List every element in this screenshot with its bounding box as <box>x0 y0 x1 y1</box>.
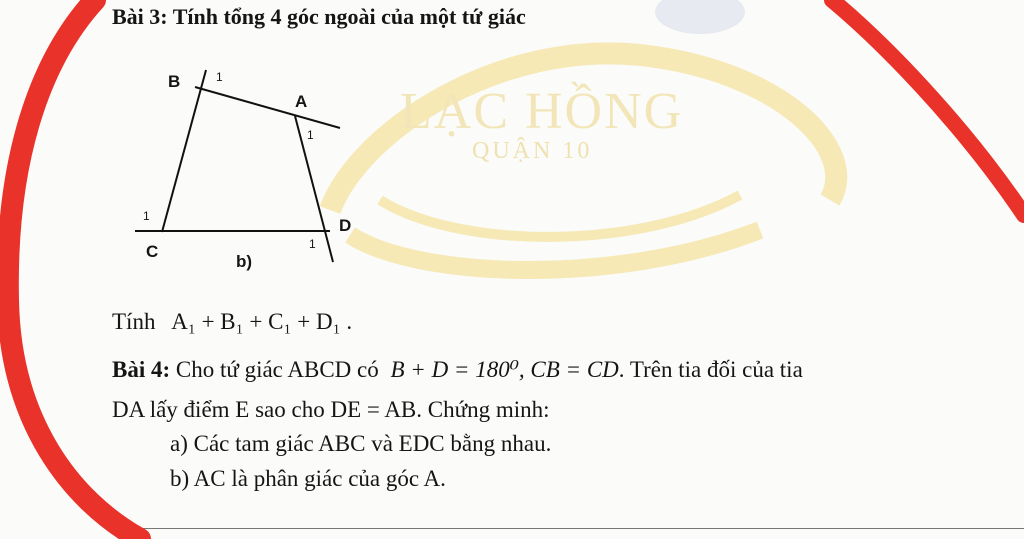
exercise-4-after: . Trên tia đối của tia <box>618 357 803 382</box>
angle-label-b1: 1 <box>216 70 223 84</box>
exercise-4-intro: Cho tứ giác ABCD có <box>175 357 379 382</box>
line-ba-extended <box>195 87 340 128</box>
angle-sum-expression: A₁ + B₁ + C₁ + D₁ . <box>171 309 353 334</box>
exercise-4-part-a: a) Các tam giác ABC và EDC bằng nhau. <box>170 431 552 456</box>
vertex-label-d: D <box>339 216 352 235</box>
page-divider <box>110 528 1024 529</box>
vertex-label-c: C <box>146 242 159 261</box>
exercise-4-label: Bài 4: <box>112 357 171 382</box>
figure-caption: b) <box>236 252 253 271</box>
exercise-3-task <box>112 309 352 335</box>
watermark-subtitle: QUẬN 10 <box>472 138 593 164</box>
angle-label-d1: 1 <box>309 237 316 251</box>
exercise-4-line-2: DA lấy điểm E sao cho DE = AB. Chứng minh: <box>112 397 550 422</box>
angle-label-c1: 1 <box>143 209 150 223</box>
vertex-label-b: B <box>168 72 181 91</box>
angle-label-a1: 1 <box>307 128 314 142</box>
watermark-name: LẠC HỒNG <box>400 83 684 140</box>
exercise-4-part-b: b) AC là phân giác của góc A. <box>170 466 446 491</box>
exercise-3-title: Bài 3: Tính tổng 4 góc ngoài của một tứ giác <box>112 4 526 29</box>
exercise-4-line-1 <box>112 357 803 383</box>
task-prefix: Tính <box>112 309 156 334</box>
vertex-label-a: A <box>295 92 308 111</box>
exercise-4-condition: B + D = 180⁰, CB = CD <box>390 357 619 382</box>
edge-bc <box>162 70 206 232</box>
